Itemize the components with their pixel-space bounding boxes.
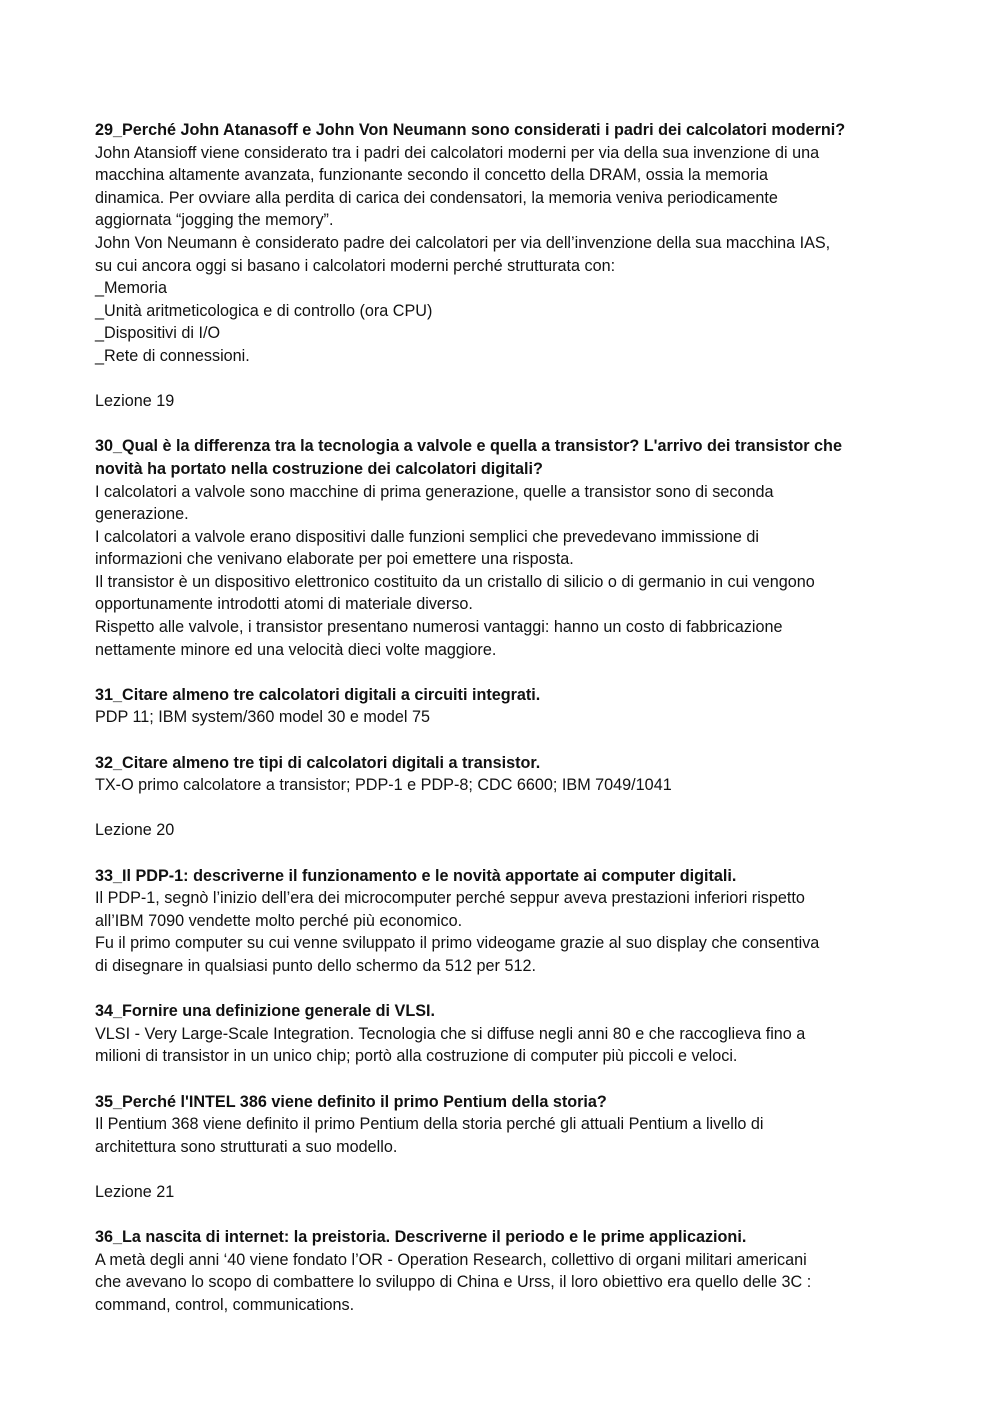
answer-line: all’IBM 7090 vendette molto perché più economico. (95, 911, 463, 930)
answer-line: Rispetto alle valvole, i transistor presentano numerosi vantaggi: hanno un costo di fabbricazione (95, 618, 783, 637)
answer-line: Il Pentium 368 viene definito il primo Pentium della storia perché gli attuali Pentium a livello di (95, 1115, 764, 1134)
question-30 (95, 435, 910, 661)
spacer (95, 368, 910, 391)
spacer (95, 661, 910, 684)
answer-line: architettura sono strutturati a suo modello. (95, 1137, 398, 1156)
spacer (95, 1068, 910, 1091)
answer-line: A metà degli anni ‘40 viene fondato l’OR - Operation Research, collettivo di organi militari americani (95, 1250, 807, 1269)
lesson-heading: Lezione 19 (95, 392, 175, 411)
spacer (95, 797, 910, 820)
answer-line: TX-O primo calcolatore a transistor; PDP-1 e PDP-8; CDC 6600; IBM 7049/1041 (95, 776, 672, 795)
spacer (95, 842, 910, 865)
question-title: 34_Fornire una definizione generale di VLSI. (95, 1002, 436, 1021)
answer-line: milioni di transistor in un unico chip; portò alla costruzione di computer più piccoli e veloci. (95, 1047, 738, 1066)
answer-line: I calcolatori a valvole erano dispositivi dalle funzioni semplici che prevedevano immissione di (95, 527, 760, 546)
answer-line: John Atansioff viene considerato tra i padri dei calcolatori moderni per via della sua invenzione di una (95, 143, 820, 162)
spacer (95, 729, 910, 752)
answer-line: VLSI - Very Large-Scale Integration. Tecnologia che si diffuse negli anni 80 e che raccoglieva fino a (95, 1024, 806, 1043)
answer-line: Il PDP-1, segnò l’inizio dell’era dei microcomputer perché seppur aveva prestazioni inferiori rispetto (95, 889, 805, 908)
spacer (95, 1204, 910, 1227)
answer-line: generazione. (95, 505, 189, 524)
spacer (95, 413, 910, 436)
answer-line: nettamente minore ed una velocità dieci volte maggiore. (95, 640, 497, 659)
spacer (95, 1158, 910, 1181)
question-title: 31_Citare almeno tre calcolatori digitali a circuiti integrati. (95, 685, 541, 704)
question-title: 36_La nascita di internet: la preistoria. Descriverne il periodo e le prime applicazioni. (95, 1228, 747, 1247)
question-32 (95, 752, 910, 797)
document-page (95, 119, 910, 1316)
spacer (95, 978, 910, 1001)
lesson-heading: Lezione 20 (95, 821, 175, 840)
lesson-heading: Lezione 21 (95, 1182, 175, 1201)
answer-line: che avevano lo scopo di combattere lo sviluppo di China e Urss, il loro obiettivo era quello delle 3C : (95, 1273, 812, 1292)
answer-line: dinamica. Per ovviare alla perdita di carica dei condensatori, la memoria veniva periodicamente (95, 188, 778, 207)
answer-line: Il transistor è un dispositivo elettronico costituito da un cristallo di silicio o di germanio in cui vengono (95, 572, 815, 591)
question-36 (95, 1226, 910, 1316)
question-title: 35_Perché l'INTEL 386 viene definito il primo Pentium della storia? (95, 1092, 607, 1111)
answer-line: di disegnare in qualsiasi punto dello schermo da 512 per 512. (95, 956, 536, 975)
answer-line: informazioni che venivano elaborate per poi emettere una risposta. (95, 550, 574, 569)
list-item: _Rete di connessioni. (95, 346, 250, 365)
answer-line: su cui ancora oggi si basano i calcolatori moderni perché strutturata con: (95, 256, 616, 275)
question-34 (95, 1000, 910, 1068)
question-title: 33_Il PDP-1: descriverne il funzionamento e le novità apportate ai computer digitali. (95, 866, 737, 885)
question-35 (95, 1091, 910, 1159)
question-title: 32_Citare almeno tre tipi di calcolatori digitali a transistor. (95, 753, 541, 772)
answer-line: John Von Neumann è considerato padre dei calcolatori per via dell’invenzione della sua macchina IAS, (95, 233, 831, 252)
question-title: novità ha portato nella costruzione dei calcolatori digitali? (95, 459, 543, 478)
answer-line: opportunamente introdotti atomi di materiale diverso. (95, 595, 473, 614)
list-item: _Memoria (95, 279, 167, 298)
answer-line: command, control, communications. (95, 1295, 355, 1314)
question-title: 29_Perché John Atanasoff e John Von Neumann sono considerati i padri dei calcolatori moderni? (95, 121, 846, 139)
question-33 (95, 865, 910, 978)
answer-line: aggiornata “jogging the memory”. (95, 211, 334, 230)
answer-line: I calcolatori a valvole sono macchine di prima generazione, quelle a transistor sono di seconda (95, 482, 774, 501)
answer-line: PDP 11; IBM system/360 model 30 e model 75 (95, 708, 431, 727)
answer-line: Fu il primo computer su cui venne sviluppato il primo videogame grazie al suo display che consentiva (95, 934, 820, 953)
list-item: _Unità aritmeticologica e di controllo (ora CPU) (95, 301, 433, 320)
question-31 (95, 684, 910, 729)
question-title: 30_Qual è la differenza tra la tecnologia a valvole e quella a transistor? L'arrivo dei transistor che (95, 437, 842, 456)
list-item: _Dispositivi di I/O (95, 324, 221, 343)
question-29 (95, 119, 910, 368)
answer-line: macchina altamente avanzata, funzionante secondo il concetto della DRAM, ossia la memoria (95, 166, 769, 185)
